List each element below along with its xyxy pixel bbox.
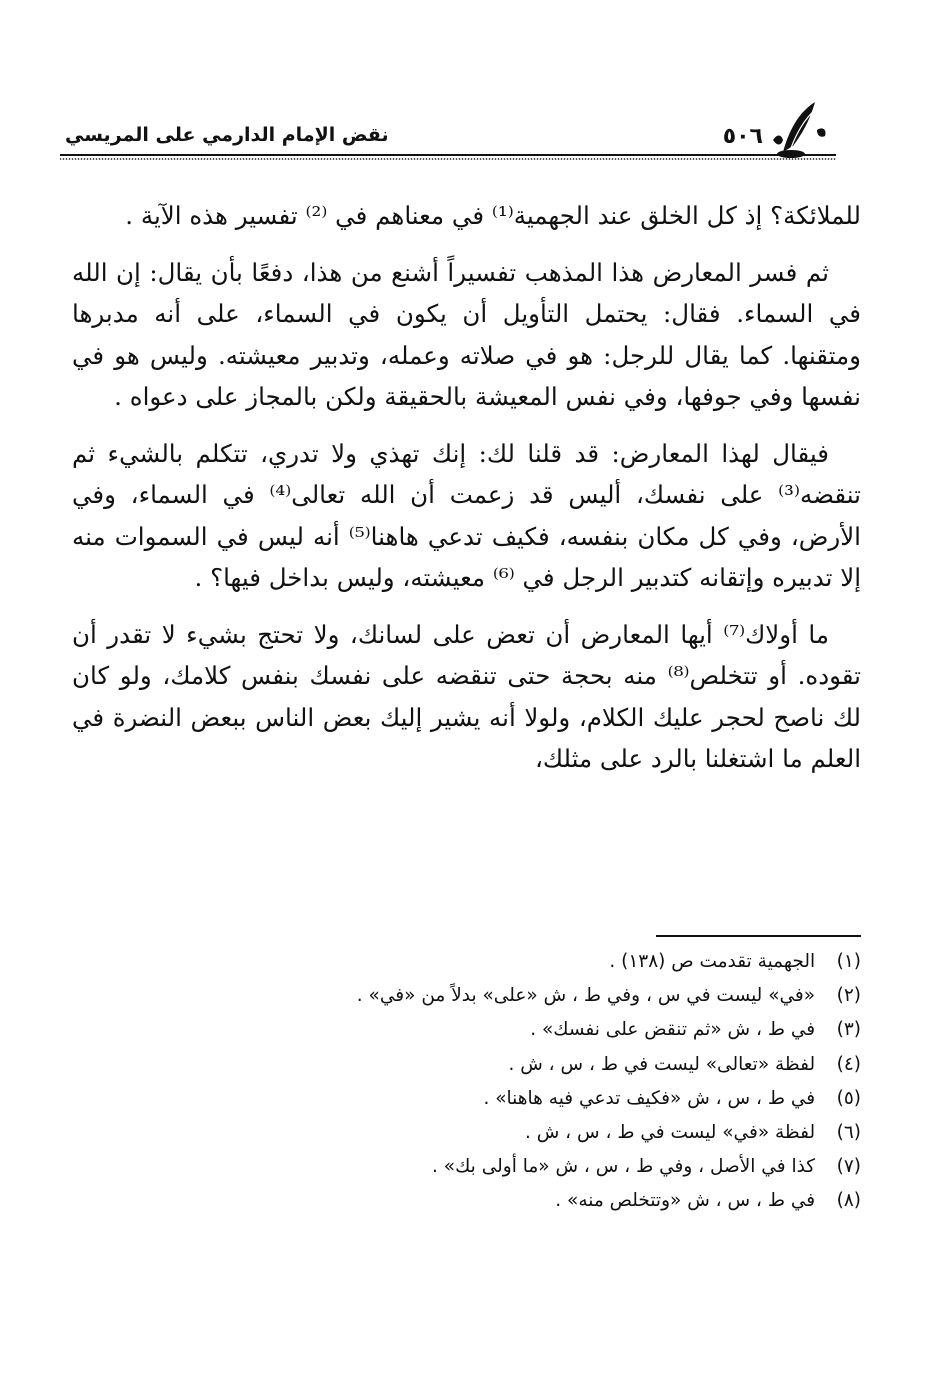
footnote-number: (٢) (836, 985, 861, 1007)
footnote-number: (١) (836, 951, 861, 972)
footnote (150, 945, 861, 979)
footnote-text: في ط ، س ، ش «وتتخلص منه» . (555, 1190, 816, 1212)
paragraph: للملائكة؟ إذ كل الخلق عند الجهمية⁽¹⁾ في معناهم في ⁽²⁾ تفسير هذه الآية . (125, 201, 861, 230)
paragraph: ثم فسر المعارض هذا المذهب تفسيراً أشنع من هذا، دفعًا بأن يقال: إن الله في السماء. فقال: يحتمل التأويل أن يكون في السماء، على أنه مدبرها ومتقنها. كما يقال للرجل: هو في صلاته وعمله، وتدبير معيشته. وليس هو في نفسها وفي جوفها، وفي نفس المعيشة بالحقيقة ولكن بالمجاز على دعواه . (72, 257, 861, 411)
footnote-number: (٧) (836, 1156, 861, 1178)
footnote-text: الجهمية تقدمت ص (١٣٨) . (609, 951, 816, 972)
footnote-text: في ط ، ش «ثم تنقض على نفسك» . (530, 1019, 816, 1041)
footnote-text: لفظة «في» ليست في ط ، س ، ش . (524, 1122, 816, 1144)
footnote (150, 979, 861, 1013)
footnote-text: لفظة «تعالى» ليست في ط ، س ، ش . (508, 1053, 816, 1075)
paragraph: ما أولاك⁽⁷⁾ أيها المعارض أن تعض على لسانك، ولا تحتج بشيء لا تقدر أن تقوده. أو تتخلص⁽⁸⁾ منه بحجة حتى تنقضه على نفسك بنفس كلامك، ولو كان لك ناصح لحجر عليك الكلام، ولولا أنه يشير إليك بعض الناس ببعض النضرة في العلم ما اشتغلنا بالرد على مثلك، (72, 619, 861, 773)
main-text (72, 195, 861, 795)
footnote (150, 1184, 861, 1218)
footnote (150, 1150, 861, 1184)
footnote-divider (656, 935, 861, 937)
footnote-text: كذا في الأصل ، وفي ط ، س ، ش «ما أولى بك» . (432, 1156, 816, 1178)
footnote-number: (٦) (836, 1122, 861, 1144)
page-number: ٥٠٦ (722, 124, 763, 149)
footnote (150, 1082, 861, 1116)
footnote-number: (٣) (836, 1019, 861, 1041)
footnote-number: (٨) (836, 1190, 861, 1212)
footnote (150, 1013, 861, 1047)
footnote (150, 1048, 861, 1082)
header-divider (60, 154, 836, 160)
quill-ornament-icon (771, 100, 831, 160)
running-title: نقض الإمام الدارمي على المريسي (65, 124, 389, 146)
paragraph: فيقال لهذا المعارض: قد قلنا لك: إنك تهذي ولا تدري، تتكلم بالشيء ثم تنقضه⁽³⁾ على نفسك، أليس قد زعمت أن الله تعالى⁽⁴⁾ في السماء، وفي الأرض، وفي كل مكان بنفسه، فكيف تدعي هاهنا⁽⁵⁾ أنه ليس في السموات منه إلا تدبيره وإتقانه كتدبير الرجل في ⁽⁶⁾ معيشته، وليس بداخل فيها؟ . (72, 438, 861, 592)
footnote (150, 1116, 861, 1150)
footnotes (150, 945, 861, 1219)
footnote-number: (٤) (836, 1053, 861, 1075)
footnote-text: في ط ، س ، ش «فكيف تدعي فيه هاهنا» . (483, 1087, 816, 1109)
footnote-number: (٥) (836, 1087, 861, 1109)
footnote-text: «في» ليست في س ، وفي ط ، ش «على» بدلاً من «في» . (356, 985, 816, 1007)
